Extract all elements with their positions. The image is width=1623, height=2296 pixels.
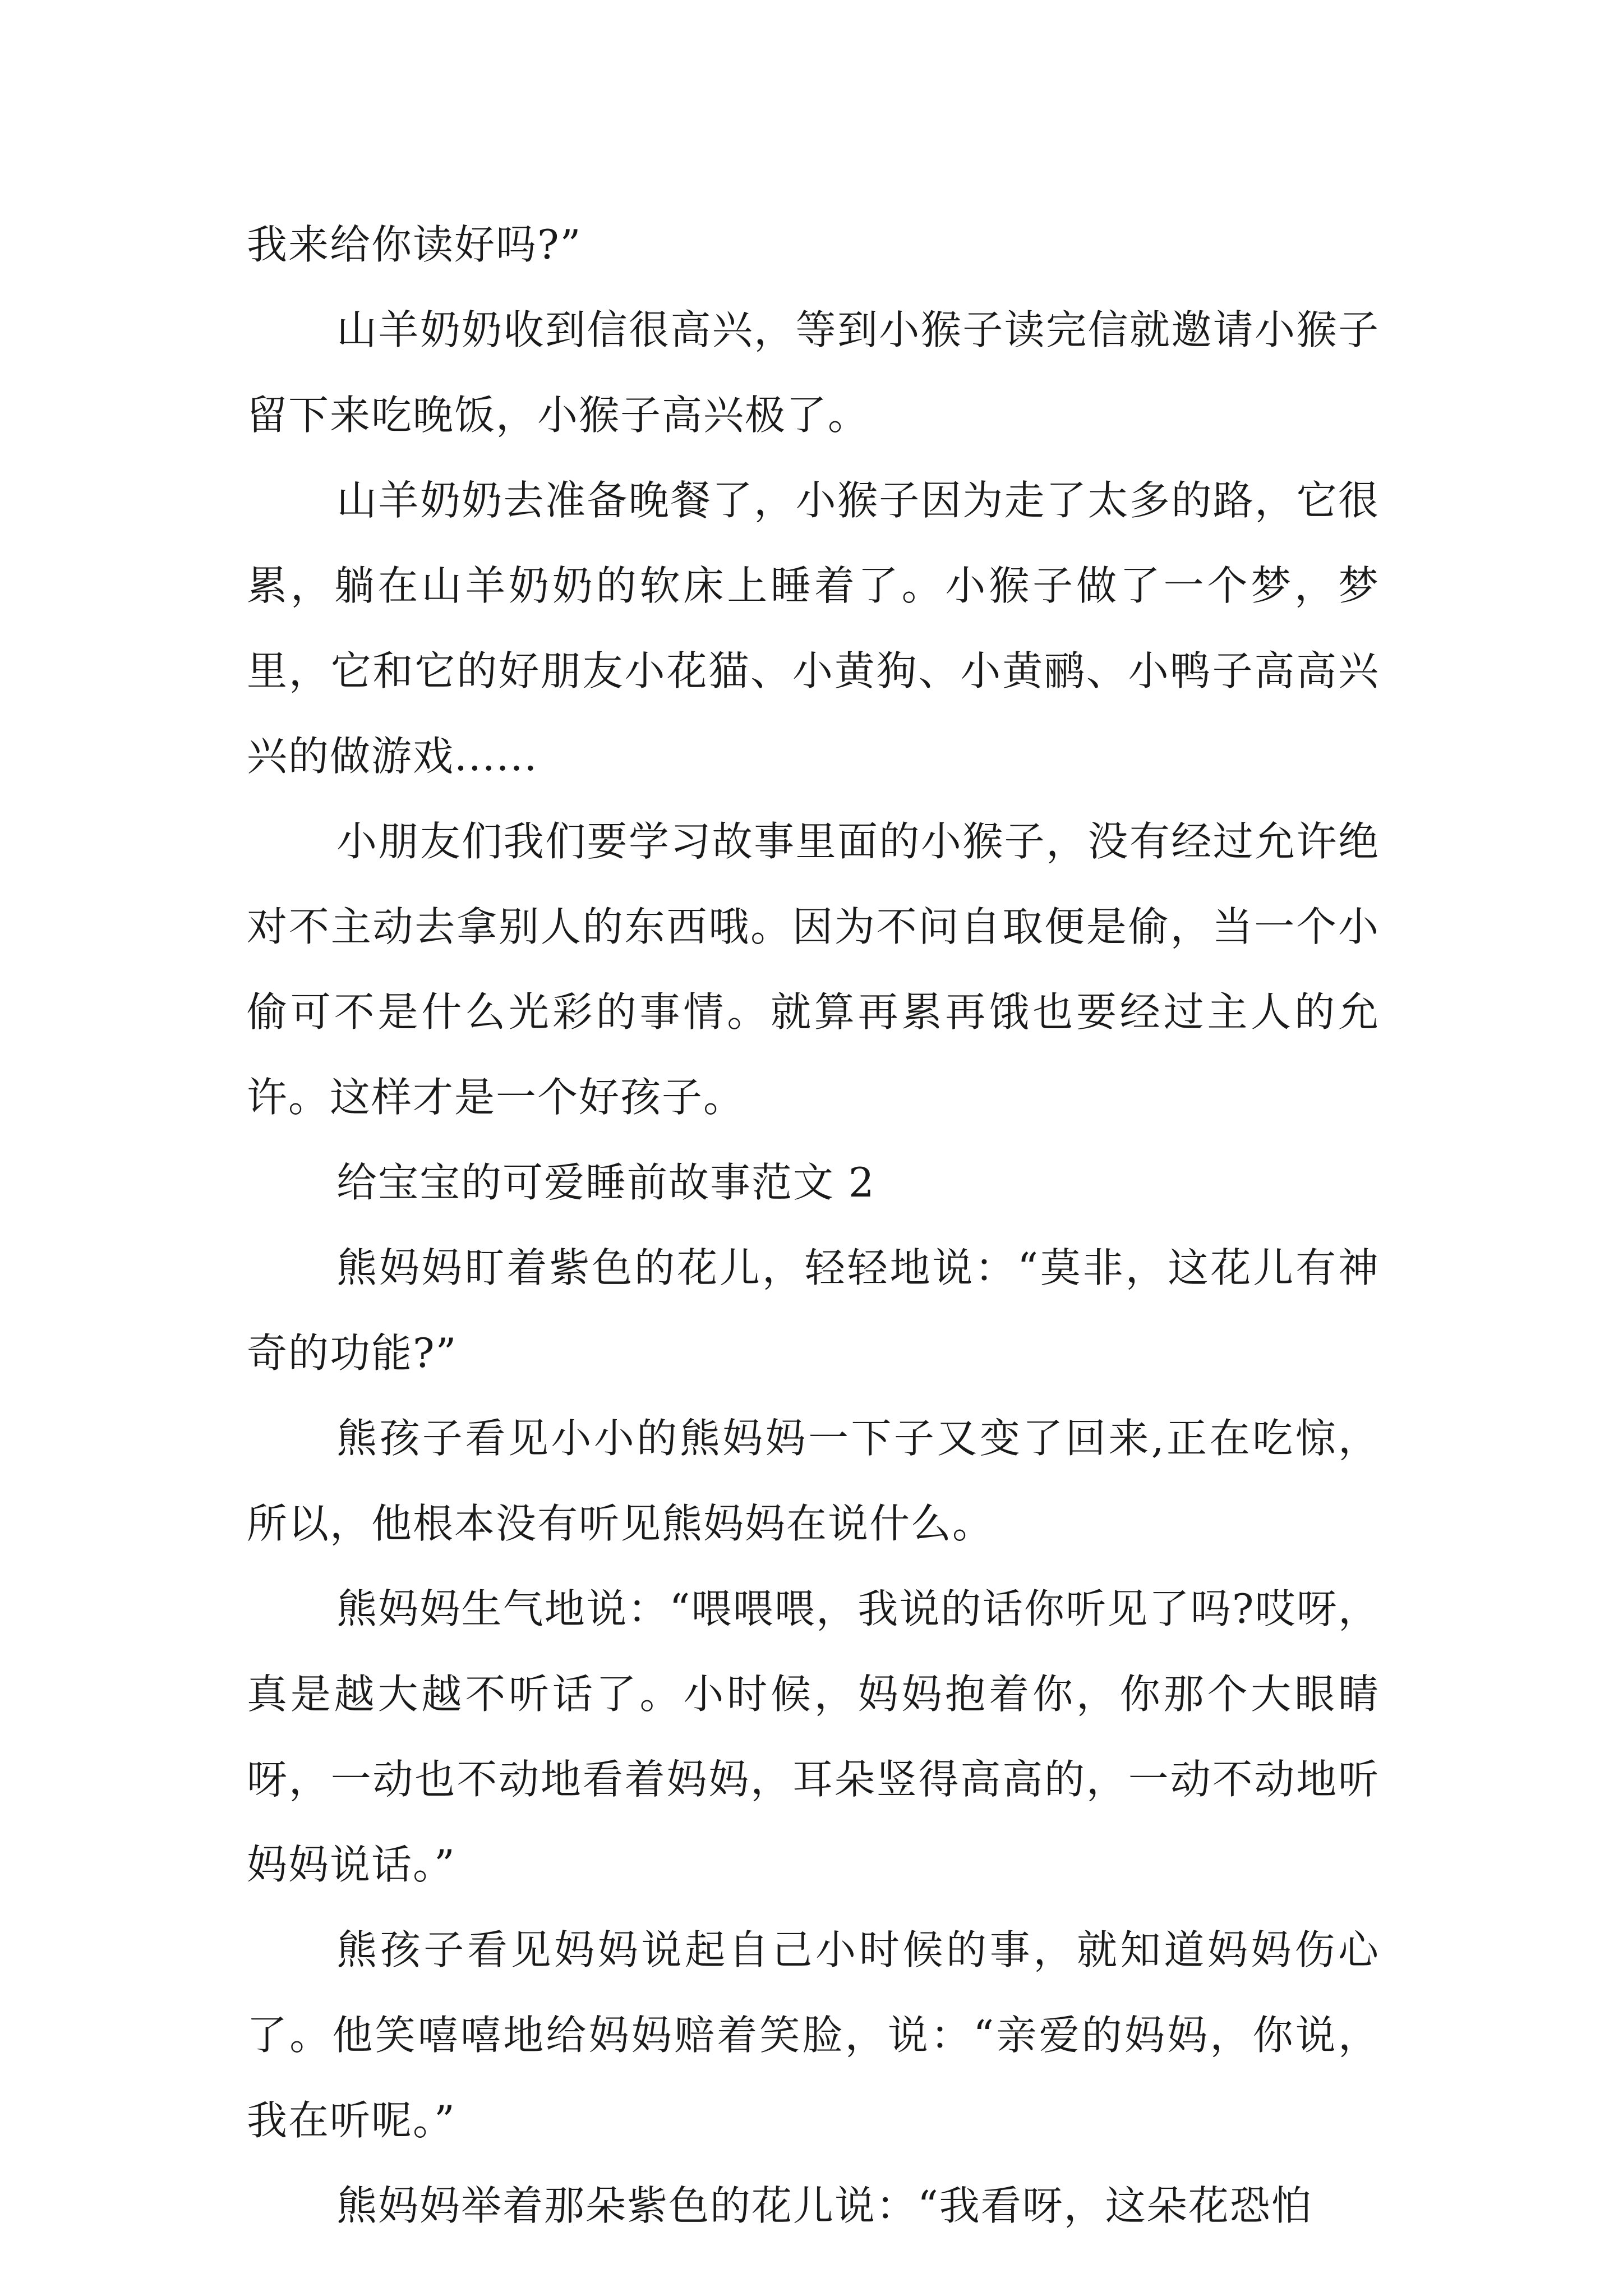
paragraph: 小朋友们我们要学习故事里面的小猴子，没有经过允许绝对不主动去拿别人的东西哦。因为不问自取便是偷，当一个小偷可不是什么光彩的事情。就算再累再饿也要经过主人的允许。这样才是一个好孩子。 [247,818,1380,1121]
story-text [247,202,1380,2248]
paragraph: 熊妈妈生气地说：“喂喂喂，我说的话你听见了吗?哎呀，真是越大越不听话了。小时候，妈妈抱着你，你那个大眼睛呀，一动也不动地看着妈妈，耳朵竖得高高的，一动不动地听妈妈说话。” [247,1585,1380,1888]
section-heading: 给宝宝的可爱睡前故事范文 2 [336,1159,875,1206]
paragraph: 熊孩子看见小小的熊妈妈一下子又变了回来,正在吃惊，所以，他根本没有听见熊妈妈在说什么。 [247,1415,1380,1547]
paragraph: 熊妈妈举着那朵紫色的花儿说：“我看呀，这朵花恐怕 [336,2182,1313,2229]
paragraph: 熊妈妈盯着紫色的花儿，轻轻地说：“莫非，这花儿有神奇的功能?” [247,1244,1380,1377]
paragraph-continued: 我来给你读好吗?” [247,221,582,268]
paragraph: 熊孩子看见妈妈说起自己小时候的事，就知道妈妈伤心了。他笑嘻嘻地给妈妈赔着笑脸，说：“亲爱的妈妈，你说，我在听呢。” [247,1926,1380,2144]
paragraph: 山羊奶奶收到信很高兴，等到小猴子读完信就邀请小猴子留下来吃晚饭，小猴子高兴极了。 [247,306,1380,439]
paragraph: 山羊奶奶去准备晚餐了，小猴子因为走了太多的路，它很累，躺在山羊奶奶的软床上睡着了。小猴子做了一个梦，梦里，它和它的好朋友小花猫、小黄狗、小黄鹂、小鸭子高高兴兴的做游戏...... [247,477,1380,780]
